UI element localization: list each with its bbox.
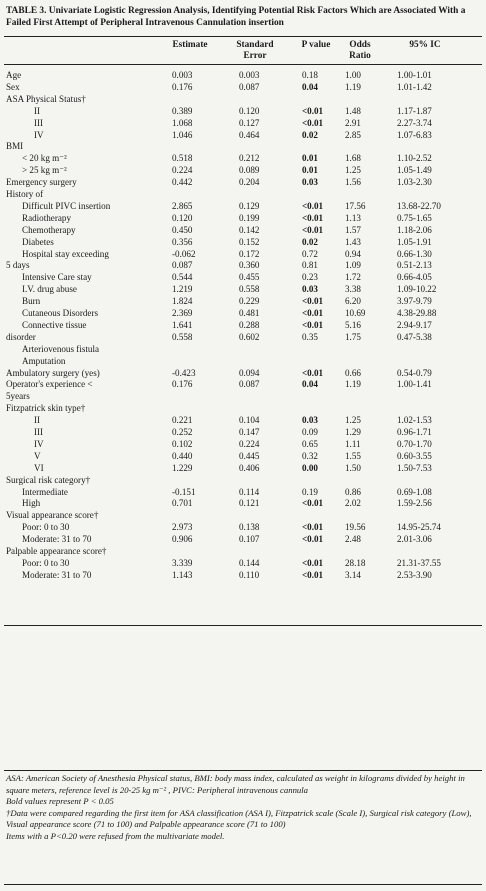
cell-odds-ratio: 0.66 — [345, 367, 361, 378]
table-row — [0, 570, 486, 582]
cell-odds-ratio: 1.29 — [345, 427, 361, 437]
cell-95-ic: 14.95-25.74 — [397, 522, 441, 533]
cell-estimate: -0.062 — [172, 248, 196, 259]
table-row — [0, 546, 486, 558]
cell-95-ic: 1.02-1.53 — [397, 415, 432, 426]
cell-estimate: 1.229 — [172, 462, 193, 473]
cell-p-value: <0.01 — [302, 557, 324, 568]
table-notes — [6, 773, 482, 843]
cell-odds-ratio: 2.85 — [345, 129, 361, 140]
cell-p-value: 0.04 — [302, 379, 318, 390]
cell-estimate: 0.102 — [172, 438, 193, 449]
row-label: Arteriovenous fistula — [22, 343, 100, 354]
cell-95-ic: 1.00-1.41 — [397, 379, 432, 390]
cell-95-ic: 0.96-1.71 — [397, 427, 432, 437]
cell-odds-ratio: 1.25 — [345, 415, 361, 426]
row-label: Difficult PIVC insertion — [22, 200, 111, 211]
cell-odds-ratio: 0.86 — [345, 486, 361, 497]
table-row — [0, 522, 486, 534]
cell-standard-error: 0.558 — [239, 284, 260, 295]
cell-odds-ratio: 1.13 — [345, 212, 361, 223]
cell-95-ic: 0.47-5.38 — [397, 331, 432, 342]
cell-estimate: 2.973 — [172, 522, 193, 533]
cell-standard-error: 0.087 — [239, 81, 260, 92]
row-label: III — [34, 427, 44, 437]
cell-odds-ratio: 5.16 — [345, 319, 361, 330]
row-label: IV — [34, 129, 44, 140]
cell-estimate: 1.068 — [172, 117, 193, 128]
cell-standard-error: 0.003 — [239, 70, 260, 80]
row-label: 5years — [6, 391, 30, 402]
cell-odds-ratio: 1.43 — [345, 236, 361, 247]
cell-p-value: <0.01 — [302, 212, 324, 223]
table-row — [0, 130, 486, 142]
table-row — [0, 225, 486, 237]
header-odds-ratio-line1: Odds — [349, 40, 371, 50]
cell-95-ic: 0.51-2.13 — [397, 260, 432, 271]
cell-standard-error: 0.120 — [239, 105, 260, 116]
cell-odds-ratio: 1.48 — [345, 105, 361, 116]
table-row — [0, 249, 486, 261]
cell-odds-ratio: 19.56 — [345, 522, 366, 533]
notes-bottom-rule — [4, 884, 482, 885]
cell-95-ic: 4.38-29.88 — [397, 308, 437, 318]
table-row — [0, 475, 486, 487]
cell-odds-ratio: 2.48 — [345, 534, 361, 545]
cell-95-ic: 1.18-2.06 — [397, 224, 432, 235]
cell-95-ic: 21.31-37.55 — [397, 557, 441, 568]
cell-standard-error: 0.104 — [239, 415, 260, 426]
cell-standard-error: 0.087 — [239, 379, 260, 390]
cell-p-value: 0.04 — [302, 81, 318, 92]
table-row — [0, 510, 486, 522]
table-row — [0, 344, 486, 356]
row-label: Intermediate — [22, 486, 68, 497]
cell-estimate: 2.865 — [172, 200, 193, 211]
cell-p-value: 0.03 — [302, 415, 318, 426]
table-row — [0, 356, 486, 368]
cell-estimate: -0.423 — [172, 367, 196, 378]
cell-standard-error: 0.089 — [239, 165, 260, 176]
cell-95-ic: 1.05-1.91 — [397, 236, 432, 247]
note-bold-values: Bold values represent P < 0.05 — [6, 796, 114, 807]
cell-p-value: <0.01 — [302, 308, 324, 318]
cell-95-ic: 3.97-9.79 — [397, 296, 432, 307]
table-row — [0, 487, 486, 499]
cell-standard-error: 0.114 — [239, 486, 260, 497]
cell-standard-error: 0.406 — [239, 462, 260, 473]
cell-estimate: 0.440 — [172, 450, 193, 461]
cell-standard-error: 0.224 — [239, 438, 260, 449]
note-comparison-reference: †Data were compared regarding the first item for ASA classification (ASA I), Fitzpatrick scale (Scale I), Surgical risk category (Low), Visual appearance score (71 to 100) and Palpable appearance score (71 to 100) — [6, 807, 472, 830]
cell-p-value: 0.32 — [302, 450, 318, 461]
cell-95-ic: 0.66-4.05 — [397, 272, 432, 283]
cell-odds-ratio: 1.25 — [345, 165, 361, 176]
cell-standard-error: 0.142 — [239, 224, 260, 235]
cell-odds-ratio: 1.68 — [345, 153, 361, 164]
cell-odds-ratio: 3.14 — [345, 569, 361, 580]
cell-standard-error: 0.602 — [239, 331, 260, 342]
row-label: IV — [34, 438, 44, 449]
cell-odds-ratio: 2.91 — [345, 117, 361, 128]
table-row — [0, 106, 486, 118]
cell-p-value: <0.01 — [302, 117, 324, 128]
row-label: Hospital stay exceeding — [22, 248, 109, 259]
cell-p-value: 0.19 — [302, 486, 318, 497]
table-row — [0, 70, 486, 82]
cell-estimate: 1.824 — [172, 296, 193, 307]
row-label: Cutaneous Disorders — [22, 308, 99, 318]
cell-95-ic: 1.01-1.42 — [397, 81, 432, 92]
header-bottom-rule — [4, 64, 482, 65]
table-row — [0, 177, 486, 189]
cell-estimate: 1.641 — [172, 319, 193, 330]
table-row — [0, 94, 486, 106]
table-row — [0, 165, 486, 177]
row-label: Surgical risk category† — [6, 474, 91, 485]
cell-odds-ratio: 3.38 — [345, 284, 361, 295]
cell-standard-error: 0.147 — [239, 427, 260, 437]
table-row — [0, 463, 486, 475]
row-label: II — [34, 415, 41, 426]
cell-p-value: 0.01 — [302, 153, 318, 164]
note-multivariate-exclusion: Items with a P<0.20 were refused from the multivariate model. — [6, 830, 225, 841]
note-abbreviations: ASA: American Society of Anesthesia Physical status, BMI: body mass index, calculated as weight in kilograms divided by height in square meters, reference level is 20-25 kg m⁻² , PIVC: Peripheral intravenous cannula — [6, 773, 465, 795]
cell-estimate: 0.701 — [172, 498, 193, 509]
table-row — [0, 451, 486, 463]
cell-p-value: <0.01 — [302, 224, 324, 235]
cell-p-value: 0.01 — [302, 165, 318, 176]
table-row — [0, 403, 486, 415]
cell-95-ic: 1.09-10.22 — [397, 284, 437, 295]
cell-standard-error: 0.138 — [239, 522, 260, 533]
table-row — [0, 153, 486, 165]
table-row — [0, 415, 486, 427]
row-label: Visual appearance score† — [6, 510, 99, 521]
cell-estimate: 0.003 — [172, 70, 193, 80]
row-label: II — [34, 105, 41, 116]
header-standard-error-line1: Standard — [236, 40, 274, 50]
row-label: Burn — [22, 296, 41, 307]
row-label: Connective tissue — [22, 319, 87, 330]
cell-p-value: 0.72 — [302, 248, 318, 259]
row-label: BMI — [6, 141, 24, 152]
cell-p-value: 0.02 — [302, 129, 318, 140]
cell-95-ic: 1.10-2.52 — [397, 153, 432, 164]
cell-estimate: 0.558 — [172, 331, 193, 342]
cell-estimate: 0.087 — [172, 260, 193, 271]
cell-odds-ratio: 17.56 — [345, 200, 366, 211]
cell-95-ic: 1.59-2.56 — [397, 498, 432, 509]
cell-estimate: 0.450 — [172, 224, 193, 235]
cell-standard-error: 0.121 — [239, 498, 260, 509]
cell-p-value: 0.02 — [302, 236, 318, 247]
cell-standard-error: 0.481 — [239, 308, 260, 318]
cell-95-ic: 0.60-3.55 — [397, 450, 432, 461]
cell-standard-error: 0.144 — [239, 557, 260, 568]
row-label: I.V. drug abuse — [22, 284, 77, 295]
cell-odds-ratio: 1.00 — [345, 70, 361, 80]
cell-estimate: 0.252 — [172, 427, 193, 437]
cell-odds-ratio: 1.72 — [345, 272, 361, 283]
cell-standard-error: 0.464 — [239, 129, 260, 140]
row-label: High — [22, 498, 41, 509]
cell-p-value: 0.35 — [302, 331, 318, 342]
cell-95-ic: 2.01-3.06 — [397, 534, 432, 545]
table-row — [0, 308, 486, 320]
cell-p-value: 0.09 — [302, 427, 318, 437]
cell-95-ic: 0.66-1.30 — [397, 248, 432, 259]
header-odds-ratio-line2: Ratio — [349, 51, 371, 61]
cell-estimate: 3.339 — [172, 557, 193, 568]
cell-standard-error: 0.288 — [239, 319, 260, 330]
header-standard-error-line2: Error — [243, 51, 267, 61]
cell-odds-ratio: 2.02 — [345, 498, 361, 509]
cell-standard-error: 0.212 — [239, 153, 260, 164]
row-label: Sex — [6, 81, 20, 92]
cell-p-value: <0.01 — [302, 522, 324, 533]
cell-p-value: 0.03 — [302, 177, 318, 188]
cell-estimate: 0.442 — [172, 177, 193, 188]
row-label: History of — [6, 189, 44, 199]
cell-p-value: 0.00 — [302, 462, 318, 473]
notes-top-rule — [4, 770, 482, 771]
row-label: Chemotherapy — [22, 224, 76, 235]
cell-p-value: <0.01 — [302, 319, 324, 330]
cell-standard-error: 0.094 — [239, 367, 260, 378]
row-label: Emergency surgery — [6, 177, 77, 188]
table-row — [0, 320, 486, 332]
cell-estimate: 0.176 — [172, 379, 193, 390]
cell-odds-ratio: 1.56 — [345, 177, 361, 188]
cell-95-ic: 2.94-9.17 — [397, 319, 432, 330]
header-p-value: P value — [301, 40, 331, 50]
row-label: Intensive Care stay — [22, 272, 92, 283]
cell-p-value: <0.01 — [302, 367, 324, 378]
cell-estimate: 0.224 — [172, 165, 193, 176]
table-row — [0, 118, 486, 130]
table-row — [0, 272, 486, 284]
header-standard-error — [225, 40, 285, 62]
cell-estimate: 2.369 — [172, 308, 193, 318]
cell-standard-error: 0.229 — [239, 296, 260, 307]
cell-standard-error: 0.127 — [239, 117, 260, 128]
row-label: Palpable appearance score† — [6, 546, 107, 556]
cell-p-value: 0.65 — [302, 438, 318, 449]
cell-standard-error: 0.110 — [239, 569, 260, 580]
row-label: Poor: 0 to 30 — [22, 522, 70, 533]
table-row — [0, 498, 486, 510]
cell-p-value: <0.01 — [302, 296, 324, 307]
row-label: Moderate: 31 to 70 — [22, 569, 92, 580]
cell-95-ic: 1.00-1.01 — [397, 70, 432, 80]
cell-95-ic: 0.54-0.79 — [397, 367, 432, 378]
cell-standard-error: 0.455 — [239, 272, 260, 283]
cell-p-value: <0.01 — [302, 569, 324, 580]
row-label: > 25 kg m⁻² — [22, 165, 67, 176]
cell-95-ic: 2.27-3.74 — [397, 117, 432, 128]
cell-standard-error: 0.199 — [239, 212, 260, 223]
table-row — [0, 439, 486, 451]
cell-estimate: -0.151 — [172, 486, 196, 497]
row-label: VI — [34, 462, 44, 473]
cell-95-ic: 1.17-1.87 — [397, 105, 432, 116]
cell-estimate: 1.143 — [172, 569, 193, 580]
cell-odds-ratio: 1.19 — [345, 81, 361, 92]
row-label: Amputation — [22, 355, 66, 366]
row-label: Diabetes — [22, 236, 54, 247]
cell-odds-ratio: 0.94 — [345, 248, 361, 259]
row-label: Fitzpatrick skin type† — [6, 403, 86, 414]
cell-95-ic: 2.53-3.90 — [397, 569, 432, 580]
cell-odds-ratio: 1.19 — [345, 379, 361, 390]
cell-95-ic: 1.07-6.83 — [397, 129, 432, 140]
cell-95-ic: 13.68-22.70 — [397, 200, 441, 211]
cell-95-ic: 0.70-1.70 — [397, 438, 432, 449]
cell-standard-error: 0.204 — [239, 177, 260, 188]
cell-standard-error: 0.445 — [239, 450, 260, 461]
cell-estimate: 0.906 — [172, 534, 193, 545]
cell-p-value: <0.01 — [302, 105, 324, 116]
header-95-ic: 95% IC — [409, 40, 441, 50]
cell-odds-ratio: 1.11 — [345, 438, 361, 449]
cell-p-value: <0.01 — [302, 200, 324, 211]
table-row — [0, 237, 486, 249]
table-row — [0, 213, 486, 225]
table-row — [0, 379, 486, 391]
row-label: ASA Physical Status† — [6, 93, 86, 104]
table-row — [0, 391, 486, 403]
cell-95-ic: 1.03-2.30 — [397, 177, 432, 188]
table-row — [0, 427, 486, 439]
table-row — [0, 141, 486, 153]
cell-odds-ratio: 28.18 — [345, 557, 366, 568]
cell-odds-ratio: 1.09 — [345, 260, 361, 271]
table-row — [0, 368, 486, 380]
table-row — [0, 284, 486, 296]
row-label: V — [34, 450, 41, 461]
cell-95-ic: 0.75-1.65 — [397, 212, 432, 223]
row-label: Ambulatory surgery (yes) — [6, 367, 100, 378]
cell-odds-ratio: 6.20 — [345, 296, 361, 307]
table-title: TABLE 3. Univariate Logistic Regression Analysis, Identifying Potential Risk Factors Which are Associated With a Failed First Attempt of Peripheral Intravenous Cannulation insertion — [6, 6, 466, 28]
cell-odds-ratio: 10.69 — [345, 308, 366, 318]
cell-odds-ratio: 1.55 — [345, 450, 361, 461]
table-row — [0, 260, 486, 272]
cell-p-value: 0.81 — [302, 260, 318, 271]
cell-p-value: <0.01 — [302, 534, 324, 545]
table-row — [0, 558, 486, 570]
cell-estimate: 0.120 — [172, 212, 193, 223]
cell-95-ic: 0.69-1.08 — [397, 486, 432, 497]
cell-standard-error: 0.107 — [239, 534, 260, 545]
cell-p-value: 0.23 — [302, 272, 318, 283]
cell-estimate: 0.389 — [172, 105, 193, 116]
header-estimate: Estimate — [172, 40, 208, 50]
table-row — [0, 296, 486, 308]
row-label: III — [34, 117, 44, 128]
table-row — [0, 82, 486, 94]
table-row — [0, 189, 486, 201]
cell-estimate: 0.221 — [172, 415, 193, 426]
cell-p-value: 0.18 — [302, 70, 318, 80]
cell-estimate: 0.544 — [172, 272, 193, 283]
cell-estimate: 0.518 — [172, 153, 193, 164]
header-odds-ratio — [336, 40, 384, 62]
cell-95-ic: 1.50-7.53 — [397, 462, 432, 473]
row-label: Operator's experience < — [6, 379, 93, 390]
cell-standard-error: 0.360 — [239, 260, 260, 271]
cell-estimate: 1.046 — [172, 129, 193, 140]
row-label: 5 days — [6, 260, 30, 271]
cell-standard-error: 0.152 — [239, 236, 260, 247]
cell-standard-error: 0.129 — [239, 200, 260, 211]
table-row — [0, 332, 486, 344]
cell-estimate: 1.219 — [172, 284, 193, 295]
header-top-rule — [4, 36, 482, 37]
cell-95-ic: 1.05-1.49 — [397, 165, 432, 176]
cell-p-value: 0.03 — [302, 284, 318, 295]
table-row — [0, 534, 486, 546]
row-label: disorder — [6, 331, 36, 342]
cell-odds-ratio: 1.57 — [345, 224, 361, 235]
row-label: Radiotherapy — [22, 212, 71, 223]
row-label: Poor: 0 to 30 — [22, 557, 70, 568]
cell-odds-ratio: 1.50 — [345, 462, 361, 473]
cell-p-value: <0.01 — [302, 498, 324, 509]
cell-estimate: 0.356 — [172, 236, 193, 247]
cell-odds-ratio: 1.75 — [345, 331, 361, 342]
row-label: < 20 kg m⁻² — [22, 153, 67, 164]
row-label: Moderate: 31 to 70 — [22, 534, 92, 545]
row-label: Age — [6, 70, 22, 80]
table-bottom-rule — [4, 625, 482, 626]
cell-estimate: 0.176 — [172, 81, 193, 92]
cell-standard-error: 0.172 — [239, 248, 260, 259]
table-row — [0, 201, 486, 213]
